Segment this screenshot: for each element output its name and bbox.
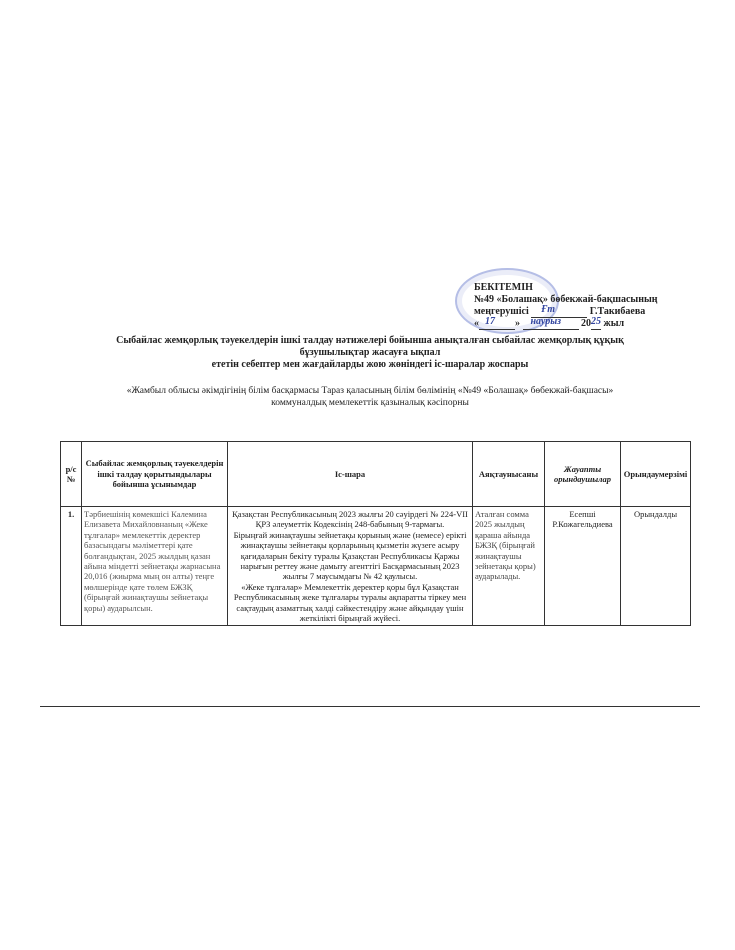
title-line-1: Сыбайлас жемқорлық тәуекелдерін ішкі талдау нәтижелері бойынша анықталған сыбайлас жемқорлық құқық — [116, 335, 624, 346]
signature-mark: Ғт — [541, 304, 556, 315]
table-row — [61, 507, 691, 626]
table-header-row — [61, 442, 691, 507]
date-day-handwritten: 17 — [485, 316, 495, 327]
date-month-handwritten: наурыз — [530, 316, 562, 327]
header-action: Іс-шара — [228, 442, 473, 507]
header-responsible: Жауапты орындаушылар — [545, 442, 621, 507]
cell-recommendation: Тәрбиешінің көмекшісі Калемина Елизавета Михайловнаның «Жеке тұлғалар» мемлекеттік деректер базасындағы мәліметтері қате болғандықтан, 2025 жылдың қазан айына міндетті зейнетақы жарнасына 20,016 (жиырма мың он алты) теңге мөлшерінде қате төлем БЖЗҚ (бірыңғай жинақтаушы зейнетақы қоры) аударылсын. — [82, 507, 228, 626]
cell-outcome: Аталған сомма 2025 жылдың қараша айында БЖЗҚ (бірыңғай жинақтаушы зейнетақы қоры) аударылады. — [473, 507, 545, 626]
year-handwritten: 25 — [591, 316, 601, 327]
approval-block — [474, 282, 714, 330]
date-close-quote: » — [515, 318, 520, 329]
year-suffix: жыл — [603, 318, 625, 329]
title-line-3: ететін себептер мен жағдайларды жою жөніндегі іс-шаралар жоспары — [211, 359, 529, 370]
cell-no: 1. — [61, 507, 82, 626]
org-line-1: «Жамбыл облысы әкімдігінің білім басқармасы Тараз қаласының білім бөлімінің «№49 «Болашақ» бөбекжай-бақшасы» — [126, 386, 614, 396]
header-recommendation: Сыбайлас жемқорлық тәуекелдерін ішкі талдау қорытындылары бойынша ұсынымдар — [82, 442, 228, 507]
cell-action — [228, 507, 473, 626]
approval-org-line: №49 «Болашақ» бөбекжай-бақшасының — [474, 294, 658, 305]
responsible-role: Есепші — [569, 509, 596, 519]
organization-name — [60, 385, 680, 409]
header-no: р/с № — [61, 442, 82, 507]
action-paragraph-2: Бірыңғай жинақтаушы зейнетақы қорының және (немесе) ерікті жинақтаушы зейнетақы қорларының қызметін жүзеге асыру қағидаларын бекіту туралы Қазақстан Республикасы Қаржы нарығын реттеу және дамыту агенттігі Басқармасының 2023 жылғы 7 маусымдағы № 42 қаулысы. — [233, 529, 467, 582]
cell-responsible — [545, 507, 621, 626]
approval-head-name: Г.Такибаева — [589, 306, 646, 317]
date-month-field — [523, 316, 579, 330]
org-line-2: коммуналдық мемлекеттік қазыналық кәсіпорны — [271, 398, 469, 408]
action-paragraph-3: «Жеке тұлғалар» Мемлекеттік деректер қоры бұл Қазақстан Республикасының жеке тұлғалары туралы ақпаратты тіркеу мен сақтаудың азаматтық халді сәйкестендіру және айқындау үшін жеткілікті бірыңғай жүйесі. — [233, 581, 467, 624]
action-paragraph-1: Қазақстан Республикасының 2023 жылғы 20 сәуірдегі № 224-VII ҚРЗ әлеуметтік Кодексінің 248-бабының 9-тармағы. — [232, 509, 468, 530]
year-prefix: 20 — [581, 318, 591, 329]
date-open-quote: « — [474, 318, 479, 329]
title-line-2: бұзушылықтар жасауға ықпал — [299, 347, 441, 358]
header-deadline: Орындаумерзімі — [621, 442, 691, 507]
approval-date-line — [474, 318, 714, 330]
approval-head-label: меңгерушісі — [474, 306, 529, 317]
action-plan-table — [60, 441, 691, 626]
year-field — [591, 316, 601, 330]
date-day-field — [479, 316, 515, 330]
header-outcome: Аяқтаунысаны — [473, 442, 545, 507]
responsible-name: Р.Кожагельдиева — [552, 519, 613, 530]
approval-title: БЕКІТЕМІН — [474, 282, 533, 293]
document-title — [60, 335, 680, 371]
page-divider — [40, 706, 700, 707]
cell-deadline: Орындалды — [621, 507, 691, 626]
